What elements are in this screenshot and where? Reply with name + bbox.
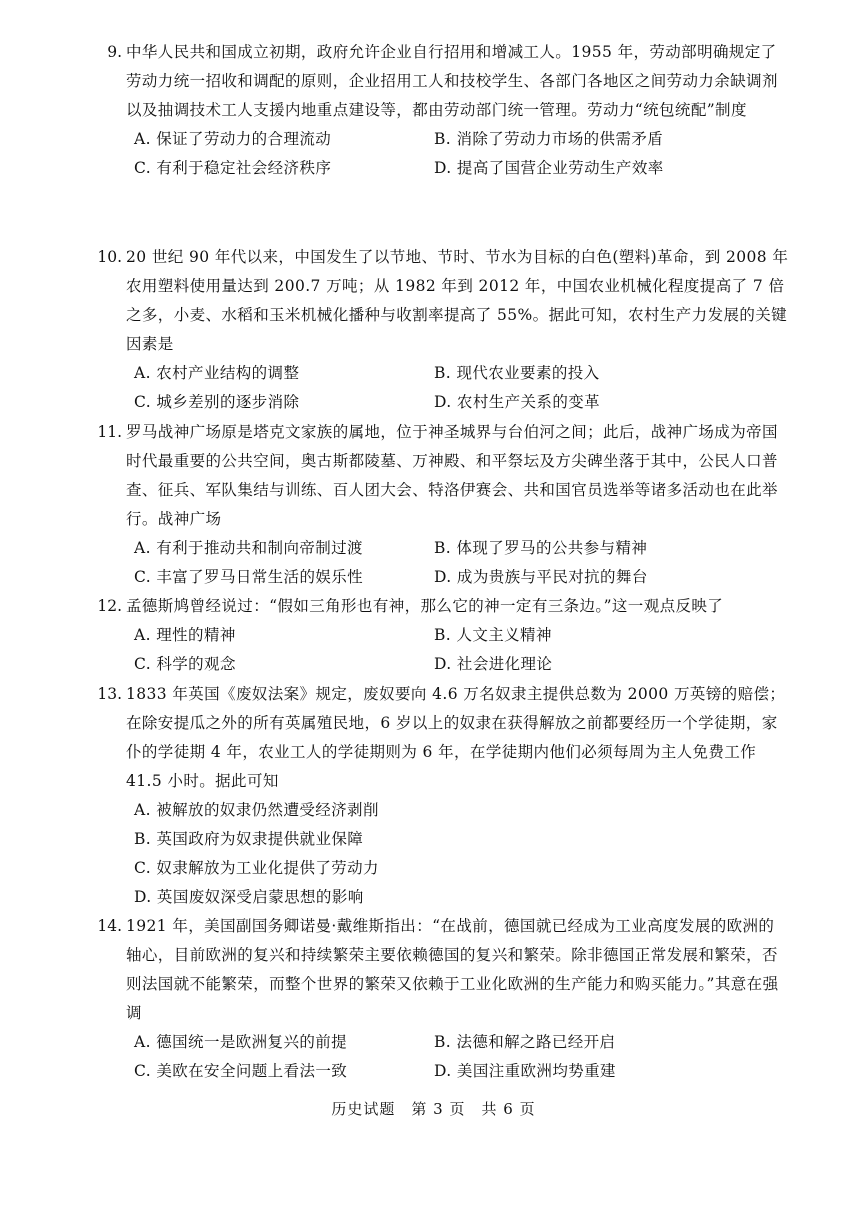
option-c[interactable]: C. 丰富了罗马日常生活的娱乐性 <box>134 568 364 586</box>
question-14 <box>70 912 790 1086</box>
options <box>134 796 790 912</box>
option-a[interactable]: A. 德国统一是欧洲复兴的前提 <box>134 1033 348 1051</box>
option-a[interactable]: A. 农村产业结构的调整 <box>134 364 300 382</box>
question-10 <box>70 243 790 417</box>
page-footer: 历史试题 第 3 页 共 6 页 <box>331 1100 536 1118</box>
option-b[interactable]: B. 英国政府为奴隶提供就业保障 <box>134 830 364 848</box>
options <box>134 1028 790 1086</box>
question-number: 10. <box>97 248 122 266</box>
option-d[interactable]: D. 美国注重欧洲均势重建 <box>434 1062 616 1080</box>
question-stem: 中华人民共和国成立初期，政府允许企业自行招用和增减工人。1955 年，劳动部明确规定了劳动力统一招收和调配的原则，企业招用工人和技校学生、各部门各地区之间劳动力余缺调剂以及抽调技术工人支援内地重点建设等，都由劳动部门统一管理。劳动力“统包统配”制度 <box>126 43 778 119</box>
option-c[interactable]: C. 城乡差别的逐步消除 <box>134 393 300 411</box>
option-d[interactable]: D. 提高了国营企业劳动生产效率 <box>434 159 664 177</box>
question-stem: 20 世纪 90 年代以来，中国发生了以节地、节时、节水为目标的白色(塑料)革命，到 2008 年农用塑料使用量达到 200.7 万吨；从 1982 年到 2012 年，中国农业机械化程度提高了 7 倍之多，小麦、水稻和玉米机械化播种与收割率提高了 55%。据此可知，农村生产力发展的关键因素是 <box>126 248 789 353</box>
question-11 <box>70 418 790 592</box>
question-stem: 1921 年，美国副国务卿诺曼·戴维斯指出：“在战前，德国就已经成为工业高度发展的欧洲的轴心，目前欧洲的复兴和持续繁荣主要依赖德国的复兴和繁荣。除非德国正常发展和繁荣，否则法国就不能繁荣，而整个世界的繁荣又依赖于工业化欧洲的生产能力和购买能力。”其意在强调 <box>126 917 779 1022</box>
question-number: 14. <box>97 917 122 935</box>
question-12 <box>70 592 790 679</box>
question-stem: 罗马战神广场原是塔克文家族的属地，位于神圣城界与台伯河之间；此后，战神广场成为帝国时代最重要的公共空间，奥古斯都陵墓、万神殿、和平祭坛及方尖碑坐落于其中，公民人口普查、征兵、军队集结与训练、百人团大会、特洛伊赛会、共和国官员选举等诸多活动也在此举行。战神广场 <box>126 423 778 528</box>
option-c[interactable]: C. 奴隶解放为工业化提供了劳动力 <box>134 859 379 877</box>
question-number: 9. <box>107 43 122 61</box>
question-stem: 1833 年英国《废奴法案》规定，废奴要向 4.6 万名奴隶主提供总数为 2000 万英镑的赔偿；在除安提瓜之外的所有英属殖民地，6 岁以上的奴隶在获得解放之前都要经历一个学徒期，家仆的学徒期 4 年，农业工人的学徒期则为 6 年，在学徒期内他们必须每周为主人免费工作 41.5 小时。据此可知 <box>126 685 786 790</box>
option-a[interactable]: A. 保证了劳动力的合理流动 <box>134 130 332 148</box>
option-a[interactable]: A. 理性的精神 <box>134 626 236 644</box>
option-b[interactable]: B. 体现了罗马的公共参与精神 <box>434 539 648 557</box>
option-d[interactable]: D. 社会进化理论 <box>434 655 553 673</box>
option-c[interactable]: C. 有利于稳定社会经济秩序 <box>134 159 332 177</box>
option-c[interactable]: C. 科学的观念 <box>134 655 236 673</box>
question-9 <box>70 38 790 183</box>
option-d[interactable]: D. 英国废奴深受启蒙思想的影响 <box>134 888 364 906</box>
question-number: 13. <box>97 685 122 703</box>
option-b[interactable]: B. 消除了劳动力市场的供需矛盾 <box>434 130 664 148</box>
option-b[interactable]: B. 法德和解之路已经开启 <box>434 1033 616 1051</box>
question-number: 12. <box>97 597 122 615</box>
option-a[interactable]: A. 有利于推动共和制向帝制过渡 <box>134 539 363 557</box>
question-13 <box>70 680 790 912</box>
options <box>134 125 790 183</box>
option-a[interactable]: A. 被解放的奴隶仍然遭受经济剥削 <box>134 801 379 819</box>
options <box>134 621 790 679</box>
option-c[interactable]: C. 美欧在安全问题上看法一致 <box>134 1062 348 1080</box>
question-number: 11. <box>97 423 122 441</box>
option-d[interactable]: D. 农村生产关系的变革 <box>434 393 601 411</box>
option-b[interactable]: B. 现代农业要素的投入 <box>434 364 600 382</box>
option-b[interactable]: B. 人文主义精神 <box>434 626 552 644</box>
option-d[interactable]: D. 成为贵族与平民对抗的舞台 <box>434 568 648 586</box>
options <box>134 534 790 592</box>
options <box>134 359 790 417</box>
question-stem: 孟德斯鸠曾经说过：“假如三角形也有神，那么它的神一定有三条边。”这一观点反映了 <box>126 597 724 615</box>
